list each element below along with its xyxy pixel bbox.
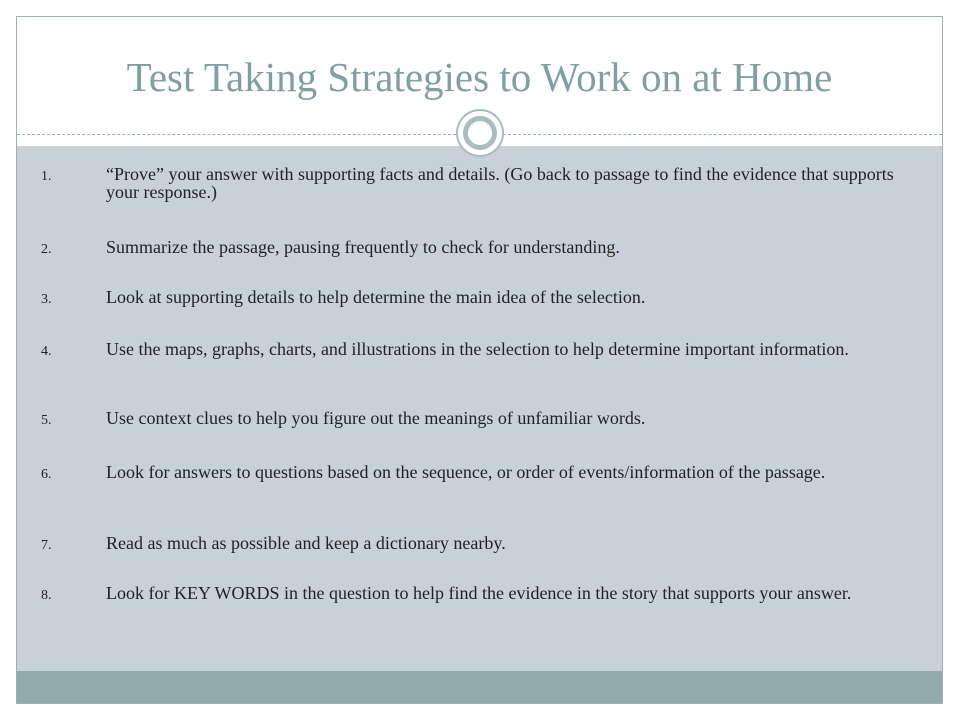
slide-title: Test Taking Strategies to Work on at Home: [126, 54, 833, 100]
list-item-text: Look for KEY WORDS in the question to help find the evidence in the story that supports your answer.: [106, 583, 852, 603]
circle-ornament-icon: [456, 109, 504, 157]
footer-band: [17, 671, 942, 704]
list-item-text: Use the maps, graphs, charts, and illustrations in the selection to help determine important information.: [106, 339, 849, 359]
list-item-number: 3.: [41, 292, 52, 307]
list-item-number: 5.: [41, 413, 52, 428]
list-item-number: 2.: [41, 242, 52, 257]
slide: [16, 16, 943, 704]
list-item-text: Summarize the passage, pausing frequently to check for understanding.: [106, 237, 620, 257]
list-item-text: Look at supporting details to help determine the main idea of the selection.: [106, 287, 646, 307]
list-item-text: Read as much as possible and keep a dictionary nearby.: [106, 533, 506, 553]
list-item-text: Look for answers to questions based on the sequence, or order of events/information of the passage.: [106, 462, 826, 482]
list-item-number: 4.: [41, 344, 52, 359]
list-item-number: 6.: [41, 467, 52, 482]
circle-ornament-inner: [463, 116, 497, 150]
content-area: [17, 146, 942, 671]
list-item-number: 1.: [41, 169, 52, 184]
list-item-text: Use context clues to help you figure out the meanings of unfamiliar words.: [106, 408, 646, 428]
list-item-number: 8.: [41, 588, 52, 603]
list-item-number: 7.: [41, 538, 52, 553]
list-item-text: “Prove” your answer with supporting facts and details. (Go back to passage to find the evidence that supports your response.): [106, 164, 894, 202]
